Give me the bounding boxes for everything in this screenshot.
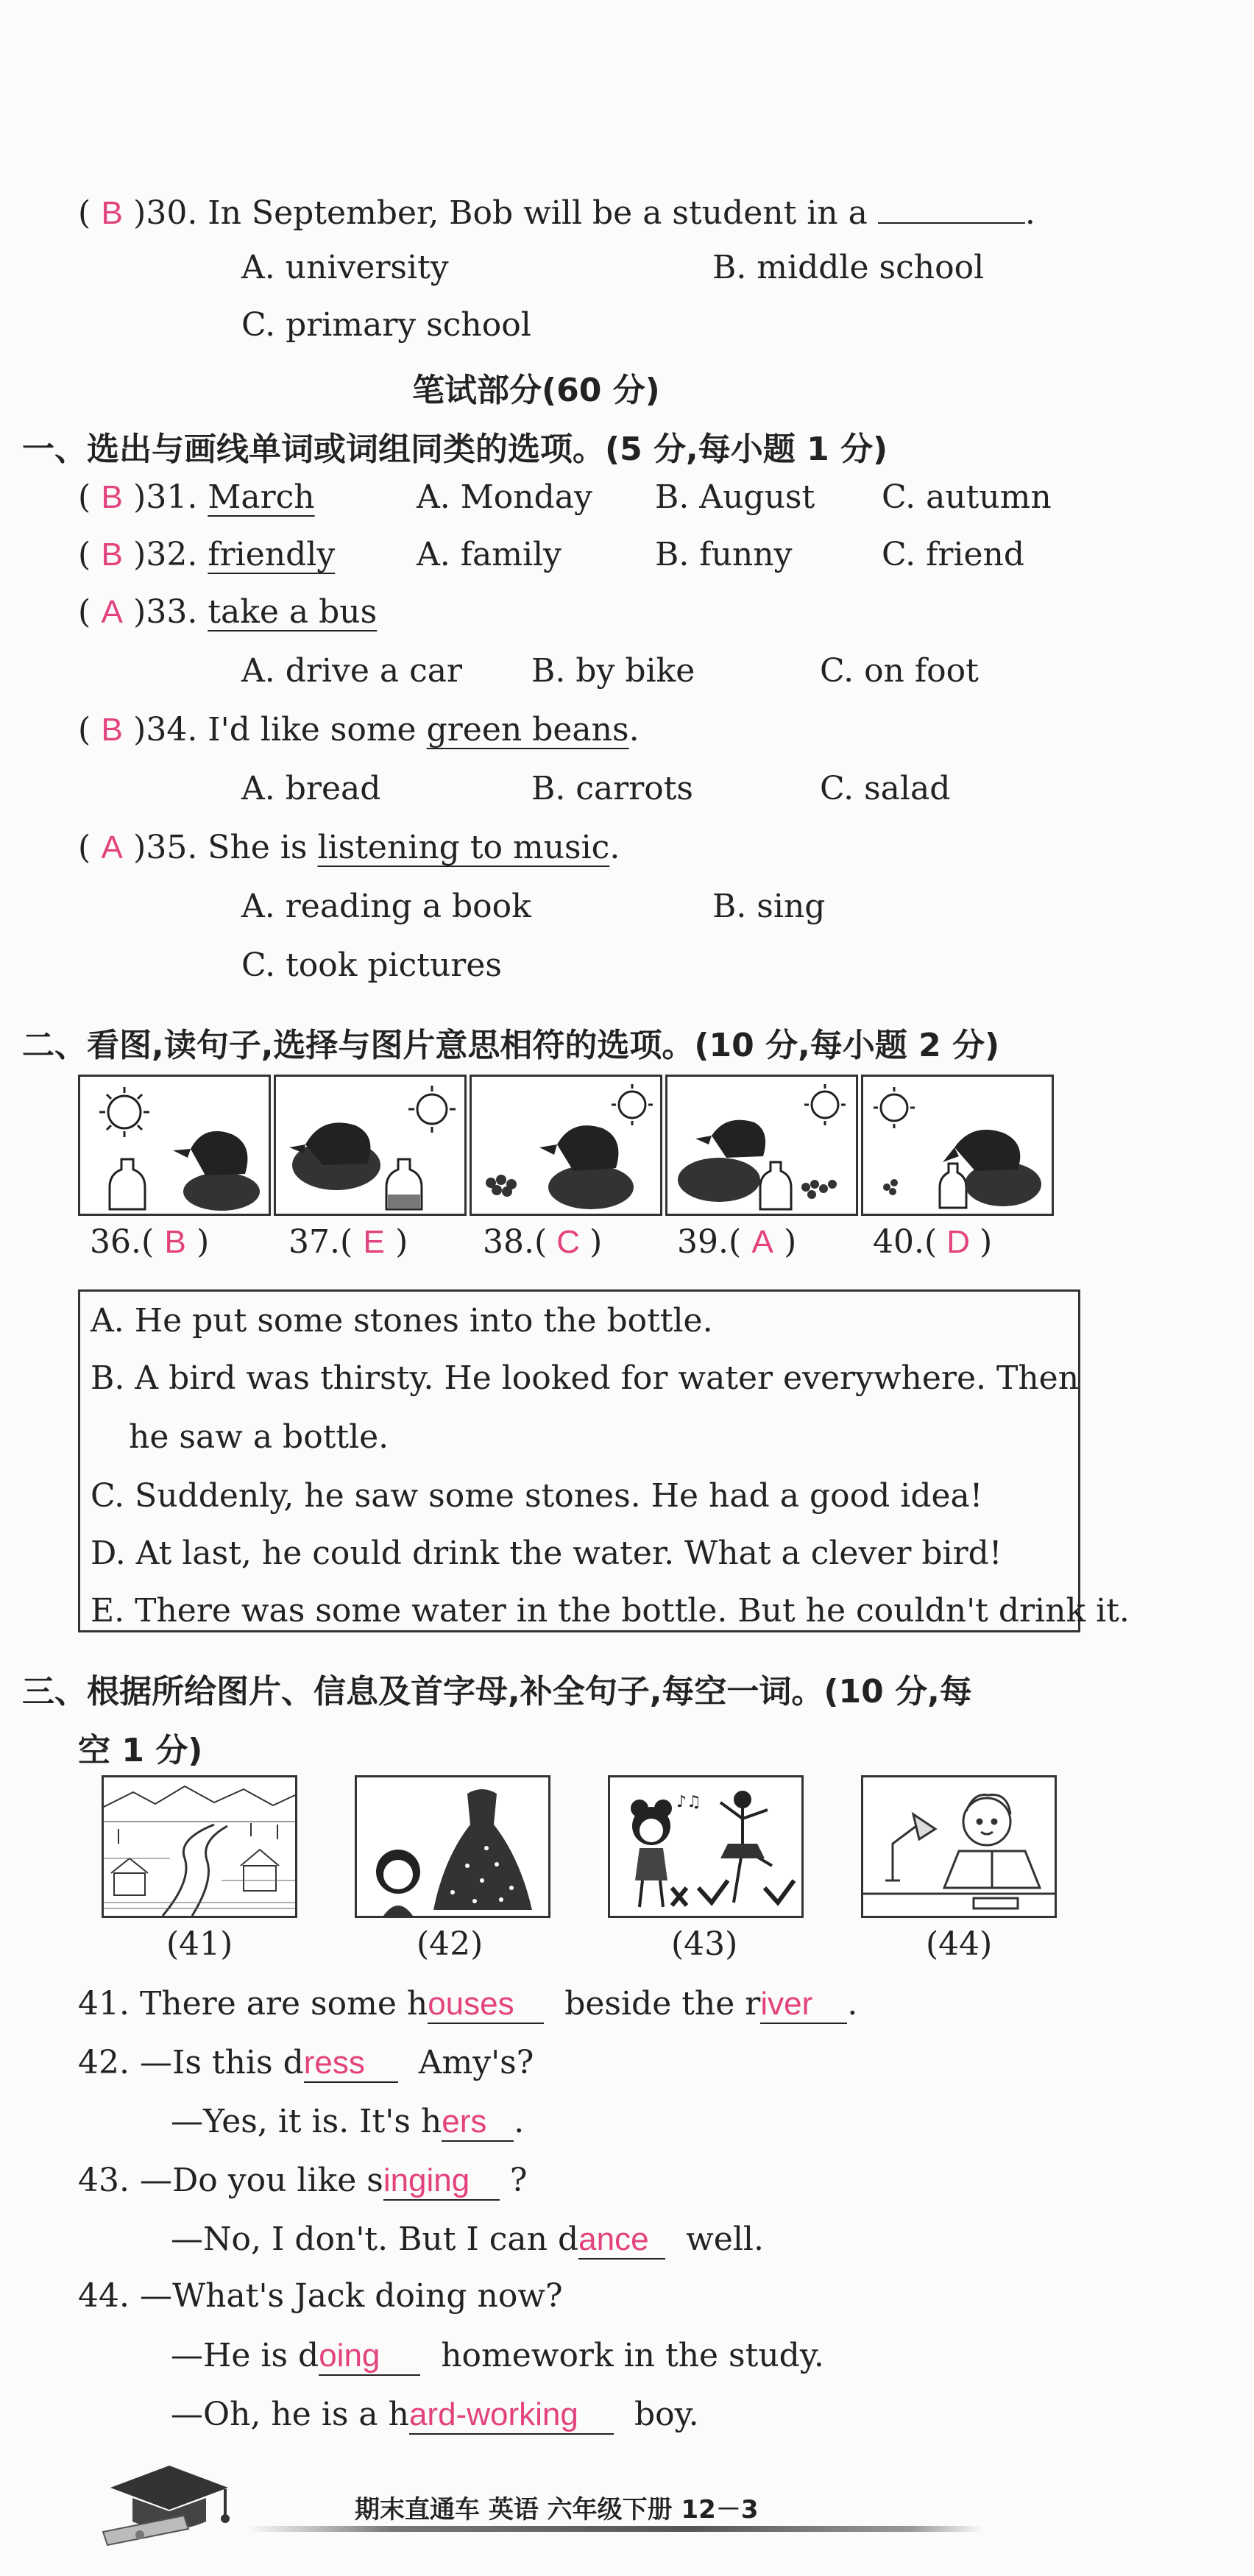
q35-word: listening to music [317,829,610,866]
q33-stem: ( A )33. take a bus [78,593,378,631]
q33-option-a: A. drive a car [241,652,463,690]
q34-stem: ( B )34. I'd like some green beans. [78,711,640,749]
q33-answer: A [101,594,123,630]
q44-fill-1: oing [319,2339,420,2376]
q40-answer: D [946,1224,971,1260]
q31-option-a: A. Monday [417,478,592,516]
q44-fill-2: ard-working [409,2398,614,2435]
q43-fill-2: ance [578,2223,665,2260]
q31-option-c: C. autumn [882,478,1052,516]
q32-word: friendly [208,536,336,573]
pic-label-43: (43) [671,1925,738,1963]
q36-answer-line: 36.( B ) [90,1223,210,1261]
q31-stem: ( B )31. March [78,478,315,516]
q31-answer: B [101,479,123,515]
story-options-box [78,1289,1130,1632]
q33-option-b: B. by bike [531,652,695,690]
footer-divider [243,2526,986,2532]
q30-answer: B [101,195,123,231]
picture-43-singing-dancing [608,1775,804,1918]
q37-answer-line: 37.( E ) [288,1223,408,1261]
q34-option-a: A. bread [241,770,381,807]
q34-answer: B [101,712,123,748]
pic-label-41: (41) [166,1925,233,1963]
q40-answer-line: 40.( D ) [873,1223,993,1261]
q43-line-1: 43. —Do you like singing ? [78,2164,527,2201]
q43-fill-1: inging [383,2164,500,2201]
option-d-text: D. At last, he could drink the water. What a clever bird! [91,1535,1002,1572]
q30-blank [878,193,1025,224]
q35-option-b: B. sing [712,888,826,925]
footer-text: 期末直通车 英语 六年级下册 12－3 [355,2495,759,2524]
section1-title: 一、选出与画线单词或词组同类的选项。(5 分,每小题 1 分) [22,431,888,468]
q41-fill-1: ouses [428,1987,544,2024]
written-part-title: 笔试部分(60 分) [412,372,660,409]
picture-41-village [102,1775,297,1918]
q42-fill-1: ress [304,2046,398,2083]
picture-40 [861,1075,1054,1216]
q33-option-c: C. on foot [820,652,979,690]
q30-option-c: C. primary school [241,306,531,344]
q41-sentence: 41. There are some houses beside the river . [78,1987,857,2024]
q34-word: green beans [426,711,629,749]
q44-line-1: 44. —What's Jack doing now? [78,2277,563,2315]
option-b-text: B. A bird was thirsty. He looked for water everywhere. Then [91,1359,1080,1397]
picture-38 [470,1075,662,1216]
q42-fill-2: ers [442,2105,514,2142]
section3-title-line1: 三、根据所给图片、信息及首字母,补全句子,每空一词。(10 分,每 [22,1673,972,1710]
svg-text:♪♫: ♪♫ [676,1793,701,1811]
q34-option-c: C. salad [820,770,951,807]
q35-option-c: C. took pictures [241,946,502,984]
picture-37 [274,1075,467,1216]
q32-stem: ( B )32. friendly [78,536,336,573]
q36-answer: B [164,1224,186,1260]
q30-stem: ( B )30. In September, Bob will be a student in a . [78,194,1035,232]
picture-44-homework [861,1775,1057,1918]
q34-option-b: B. carrots [531,770,693,807]
picture-36 [78,1075,271,1216]
section2-title: 二、看图,读句子,选择与图片意思相符的选项。(10 分,每小题 2 分) [22,1027,1000,1064]
option-b-text-cont: he saw a bottle. [129,1418,389,1456]
q33-word: take a bus [208,593,378,631]
q30-option-a: A. university [241,249,449,286]
option-e-text: E. There was some water in the bottle. But he couldn't drink it. [91,1592,1130,1630]
q31-option-b: B. August [655,478,815,516]
q35-answer: A [101,829,123,866]
picture-39 [665,1075,858,1216]
q44-line-3: —Oh, he is a hard-working boy. [171,2398,699,2435]
q44-line-2: —He is doing homework in the study. [171,2339,824,2376]
q39-answer: A [751,1224,773,1260]
pic-label-42: (42) [417,1925,483,1963]
q32-option-a: A. family [417,536,562,573]
section3-title-line2: 空 1 分) [78,1732,203,1769]
pic-label-44: (44) [926,1925,993,1963]
q37-answer: E [363,1224,385,1260]
q32-option-b: B. funny [655,536,793,573]
option-a-text: A. He put some stones into the bottle. [91,1302,713,1340]
q35-stem: ( A )35. She is listening to music. [78,829,620,866]
q43-line-2: —No, I don't. But I can dance well. [171,2223,764,2260]
q41-fill-2: iver [760,1987,847,2024]
q42-line-1: 42. —Is this dress Amy's? [78,2046,534,2083]
q35-option-a: A. reading a book [241,888,531,925]
q38-answer-line: 38.( C ) [483,1223,603,1261]
option-c-text: C. Suddenly, he saw some stones. He had a good idea! [91,1477,983,1515]
q39-answer-line: 39.( A ) [677,1223,797,1261]
q32-answer: B [101,537,123,573]
q32-option-c: C. friend [882,536,1025,573]
picture-42-dress [355,1775,550,1918]
q30-option-b: B. middle school [712,249,985,286]
graduation-cap-icon [96,2458,235,2554]
q38-answer: C [556,1224,581,1260]
q42-line-2: —Yes, it is. It's hers . [171,2105,524,2142]
q31-word: March [208,478,315,516]
